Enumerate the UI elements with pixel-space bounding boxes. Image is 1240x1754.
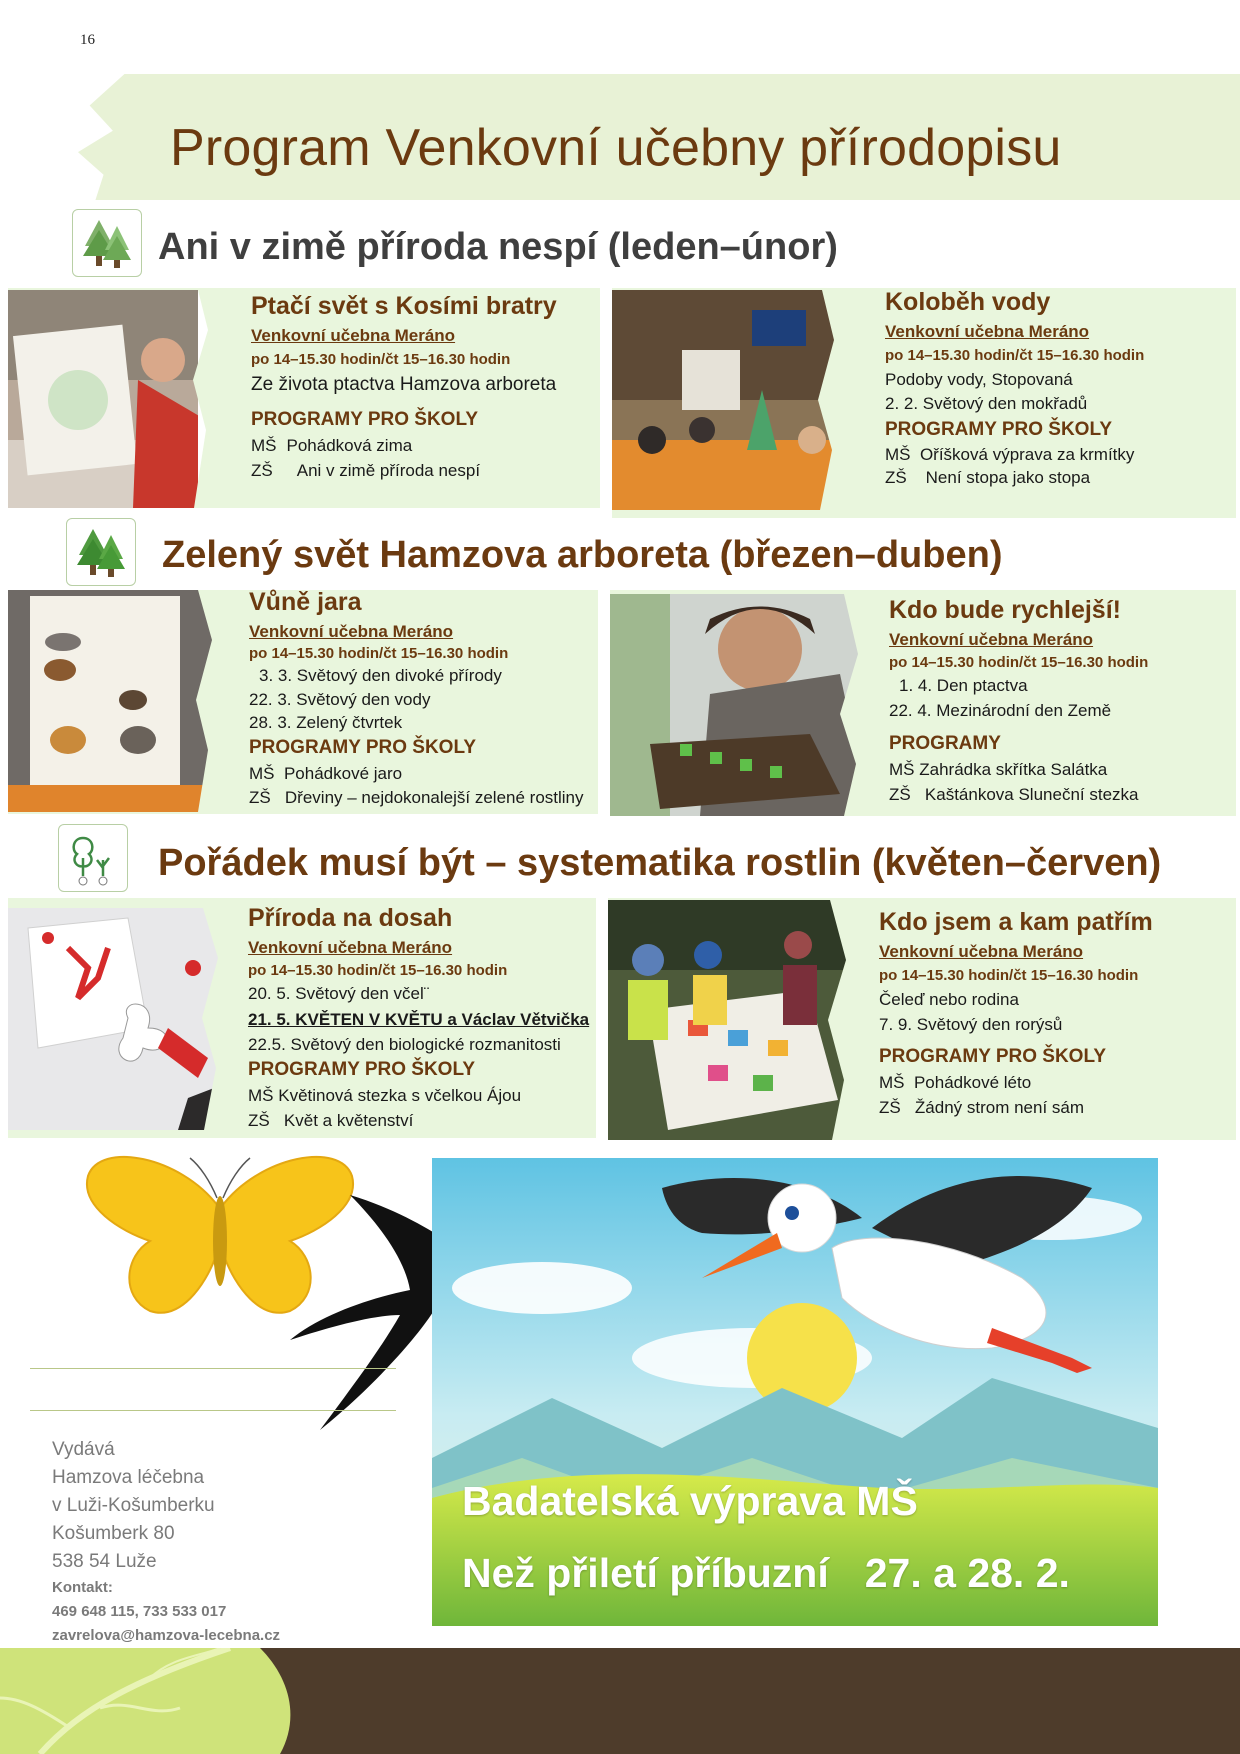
card-line: 22. 4. Mezinárodní den Země xyxy=(889,701,1112,720)
photo-animal-tracks xyxy=(8,590,240,812)
card-time: po 14–15.30 hodin/čt 15–16.30 hodin xyxy=(885,347,1145,364)
publisher-block xyxy=(52,1436,280,1648)
page-number: 16 xyxy=(80,32,95,48)
card-place: Venkovní učebna Meráno xyxy=(889,630,1094,649)
program-item: ZŠ Květ a květenství xyxy=(248,1111,414,1130)
expedition-banner xyxy=(432,1158,1158,1626)
card-time: po 14–15.30 hodin/čt 15–16.30 hodin xyxy=(879,967,1139,984)
banner-subtitle: Než přiletí příbuzní 27. a 28. 2. xyxy=(462,1550,1070,1596)
photo-seedlings xyxy=(610,594,880,816)
card-line: 7. 9. Světový den rorýsů xyxy=(879,1015,1063,1034)
divider-line xyxy=(30,1410,396,1411)
card-line: 22. 3. Světový den vody xyxy=(249,690,431,709)
programs-heading: PROGRAMY PRO ŠKOLY xyxy=(251,409,478,430)
card-title: Vůně jara xyxy=(249,588,362,616)
card-place: Venkovní učebna Meráno xyxy=(249,622,454,641)
publisher-line: Hamzova léčebna xyxy=(52,1467,205,1488)
banner-title: Badatelská výprava MŠ xyxy=(462,1478,918,1524)
program-item: ZŠ Žádný strom není sám xyxy=(879,1098,1085,1117)
trees-icon xyxy=(72,209,142,277)
card-title: Kdo bude rychlejší! xyxy=(889,596,1121,624)
programs-heading: PROGRAMY PRO ŠKOLY xyxy=(249,737,476,758)
programs-heading: PROGRAMY xyxy=(889,733,1001,754)
trees-icon xyxy=(66,518,136,586)
program-item: MŠ Pohádkové léto xyxy=(879,1073,1032,1092)
card-line: 2. 2. Světový den mokřadů xyxy=(885,394,1088,413)
card-line: 20. 5. Světový den včel¨ xyxy=(248,984,430,1003)
leaf-decoration xyxy=(0,1648,300,1754)
program-item: MŠ Květinová stezka s včelkou Ájou xyxy=(248,1086,522,1105)
card-place: Venkovní učebna Meráno xyxy=(251,326,456,345)
program-item: ZŠ Ani v zimě příroda nespí xyxy=(251,461,481,480)
card-line: Podoby vody, Stopovaná xyxy=(885,370,1073,389)
publisher-label: Vydává xyxy=(52,1439,115,1460)
card-title: Příroda na dosah xyxy=(248,904,453,932)
page-title: Program Venkovní učebny přírodopisu xyxy=(170,119,1062,177)
card-title: Kdo jsem a kam patřím xyxy=(879,908,1153,936)
contact-label: Kontakt: xyxy=(52,1579,113,1596)
program-item: MŠ Pohádkové jaro xyxy=(249,764,403,783)
card-place: Venkovní učebna Meráno xyxy=(879,942,1084,961)
programs-heading: PROGRAMY PRO ŠKOLY xyxy=(879,1046,1106,1067)
publisher-line: 538 54 Luže xyxy=(52,1551,157,1572)
publisher-line: v Luži-Košumberku xyxy=(52,1495,215,1516)
programs-heading: PROGRAMY PRO ŠKOLY xyxy=(248,1059,475,1080)
systematics-tree-icon xyxy=(58,824,128,892)
card-time: po 14–15.30 hodin/čt 15–16.30 hodin xyxy=(249,645,509,662)
card-line: Ze života ptactva Hamzova arboreta xyxy=(251,374,557,395)
program-item: MŠ Pohádková zima xyxy=(251,436,413,455)
publisher-line: Košumberk 80 xyxy=(52,1523,175,1544)
program-item: ZŠ Kaštánkova Sluneční stezka xyxy=(889,785,1139,804)
card-title: Koloběh vody xyxy=(885,288,1051,316)
card-time: po 14–15.30 hodin/čt 15–16.30 hodin xyxy=(889,654,1149,671)
photo-children-mosaic xyxy=(608,900,870,1140)
card-line: 1. 4. Den ptactva xyxy=(899,676,1028,695)
program-item: ZŠ Dřeviny – nejdokonalejší zelené rostliny xyxy=(249,788,584,807)
card-line-highlight: 21. 5. KVĚTEN V KVĚTU a Václav Větvička xyxy=(248,1010,590,1029)
program-item: ZŠ Není stopa jako stopa xyxy=(885,468,1091,487)
divider-line xyxy=(30,1368,396,1369)
contact-email: zavrelova@hamzova-lecebna.cz xyxy=(52,1627,281,1644)
section-heading-spring: Zelený svět Hamzova arboreta (březen–duben) xyxy=(162,534,1003,576)
photo-bird-lesson xyxy=(8,290,240,508)
program-item: MŠ Zahrádka skřítka Salátka xyxy=(889,760,1108,779)
card-place: Venkovní učebna Meráno xyxy=(885,322,1090,341)
card-line: 28. 3. Zelený čtvrtek xyxy=(249,713,403,732)
contact-phones: 469 648 115, 733 533 017 xyxy=(52,1603,227,1620)
programs-heading: PROGRAMY PRO ŠKOLY xyxy=(885,419,1112,440)
card-line: 22.5. Světový den biologické rozmanitosti xyxy=(248,1035,561,1054)
card-title: Ptačí svět s Kosími bratry xyxy=(251,292,557,320)
card-line: Čeleď nebo rodina xyxy=(879,990,1019,1009)
section-heading-summer: Pořádek musí být – systematika rostlin (květen–červen) xyxy=(158,842,1162,884)
program-item: MŠ Oříšková výprava za krmítky xyxy=(885,445,1135,464)
card-time: po 14–15.30 hodin/čt 15–16.30 hodin xyxy=(248,962,508,979)
photo-water-classroom xyxy=(612,290,864,510)
card-place: Venkovní učebna Meráno xyxy=(248,938,453,957)
card-line: 3. 3. Světový den divoké přírody xyxy=(259,666,502,685)
section-heading-winter: Ani v zimě příroda nespí (leden–únor) xyxy=(158,226,838,268)
photo-paper-flowers xyxy=(8,908,240,1130)
card-time: po 14–15.30 hodin/čt 15–16.30 hodin xyxy=(251,351,511,368)
